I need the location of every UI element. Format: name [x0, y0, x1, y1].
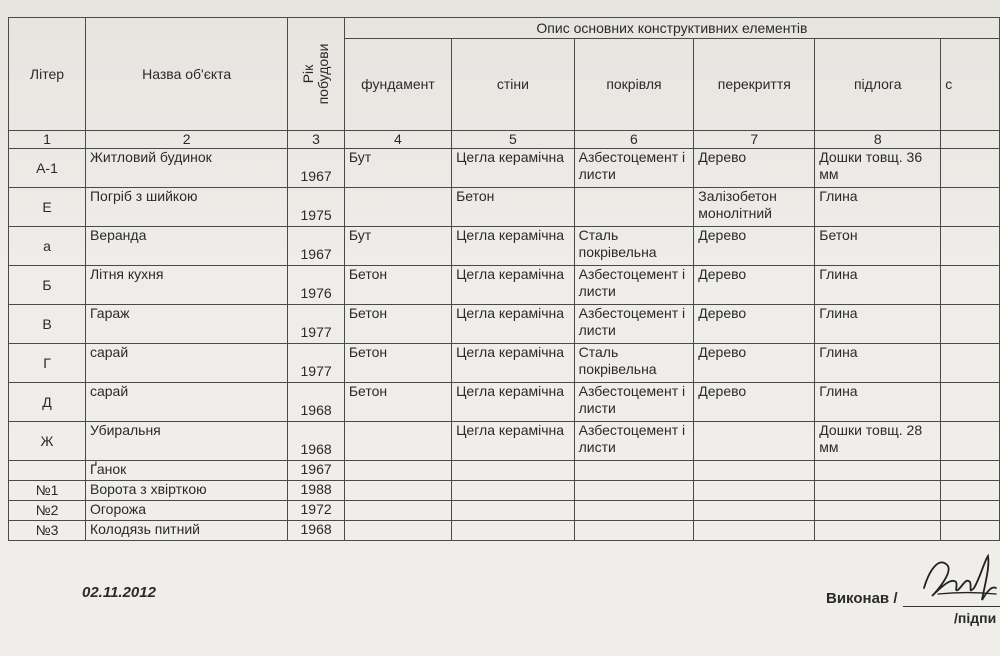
cell-extra [941, 188, 1000, 227]
cell-walls: Цегла керамічна [452, 344, 575, 383]
column-number: 1 [9, 131, 86, 149]
cell-foundation [344, 422, 451, 461]
cell-roof [574, 188, 694, 227]
cell-ceiling [694, 422, 815, 461]
cell-extra [941, 266, 1000, 305]
table-row [9, 149, 1000, 188]
cell-floor: Глина [815, 344, 941, 383]
cell-name: Убиральня [85, 422, 287, 461]
cell-extra [941, 521, 1000, 541]
cell-foundation [344, 501, 451, 521]
cell-name: сарай [85, 383, 287, 422]
table-row [9, 521, 1000, 541]
cell-roof: Азбестоцемент і листи [574, 422, 694, 461]
cell-year: 1977 [288, 305, 345, 344]
document-date: 02.11.2012 [82, 584, 156, 601]
cell-name: Житловий будинок [85, 149, 287, 188]
header-walls: стіни [452, 39, 575, 131]
table-row [9, 461, 1000, 481]
construction-elements-table [8, 17, 1000, 541]
cell-walls [452, 461, 575, 481]
handwritten-signature [918, 548, 998, 610]
cell-walls: Цегла керамічна [452, 383, 575, 422]
cell-extra [941, 305, 1000, 344]
cell-floor: Бетон [815, 227, 941, 266]
cell-name: Гараж [85, 305, 287, 344]
cell-floor: Глина [815, 188, 941, 227]
cell-extra [941, 383, 1000, 422]
cell-ceiling [694, 501, 815, 521]
cell-walls [452, 521, 575, 541]
cell-roof: Азбестоцемент і листи [574, 149, 694, 188]
cell-foundation: Бетон [344, 305, 451, 344]
table-row [9, 305, 1000, 344]
cell-foundation: Бетон [344, 344, 451, 383]
cell-foundation: Бетон [344, 266, 451, 305]
cell-year: 1988 [288, 481, 345, 501]
cell-foundation [344, 481, 451, 501]
cell-ceiling: Дерево [694, 149, 815, 188]
column-number: 5 [452, 131, 575, 149]
header-foundation: фундамент [344, 39, 451, 131]
cell-walls: Цегла керамічна [452, 422, 575, 461]
cell-roof [574, 481, 694, 501]
cell-year: 1968 [288, 383, 345, 422]
column-number: 8 [815, 131, 941, 149]
cell-floor [815, 481, 941, 501]
column-number: 2 [85, 131, 287, 149]
cell-foundation [344, 461, 451, 481]
column-number-extra [941, 131, 1000, 149]
cell-extra [941, 481, 1000, 501]
cell-name: Колодязь питний [85, 521, 287, 541]
signature-caption: /підпи [954, 610, 997, 626]
cell-extra [941, 422, 1000, 461]
cell-year: 1977 [288, 344, 345, 383]
cell-name: Ворота з хвірткою [85, 481, 287, 501]
column-number: 7 [694, 131, 815, 149]
cell-year: 1967 [288, 149, 345, 188]
header-extra: с [941, 39, 1000, 131]
cell-walls: Цегла керамічна [452, 227, 575, 266]
cell-foundation: Бут [344, 227, 451, 266]
cell-walls: Бетон [452, 188, 575, 227]
table-row [9, 481, 1000, 501]
table-row [9, 344, 1000, 383]
cell-roof [574, 461, 694, 481]
cell-foundation [344, 521, 451, 541]
cell-floor: Дошки товщ. 28 мм [815, 422, 941, 461]
column-number: 6 [574, 131, 694, 149]
header-elements-title: Опис основних конструктивних елементів [344, 18, 999, 39]
header-roof: покрівля [574, 39, 694, 131]
table-row [9, 227, 1000, 266]
cell-ceiling: Дерево [694, 383, 815, 422]
cell-foundation [344, 188, 451, 227]
cell-liter: Е [9, 188, 86, 227]
cell-roof [574, 501, 694, 521]
header-ceiling: перекриття [694, 39, 815, 131]
cell-liter: Ж [9, 422, 86, 461]
cell-liter: В [9, 305, 86, 344]
cell-ceiling: Дерево [694, 227, 815, 266]
cell-ceiling [694, 521, 815, 541]
cell-year: 1968 [288, 521, 345, 541]
cell-walls [452, 481, 575, 501]
cell-name: Веранда [85, 227, 287, 266]
cell-liter: №1 [9, 481, 86, 501]
cell-liter [9, 461, 86, 481]
cell-ceiling: Дерево [694, 305, 815, 344]
cell-roof: Азбестоцемент і листи [574, 383, 694, 422]
cell-year: 1972 [288, 501, 345, 521]
cell-floor: Глина [815, 266, 941, 305]
cell-floor: Дошки товщ. 36 мм [815, 149, 941, 188]
cell-floor: Глина [815, 305, 941, 344]
cell-walls: Цегла керамічна [452, 149, 575, 188]
cell-floor [815, 461, 941, 481]
table-row [9, 501, 1000, 521]
cell-name: сарай [85, 344, 287, 383]
cell-roof: Азбестоцемент і листи [574, 305, 694, 344]
cell-name: Літня кухня [85, 266, 287, 305]
column-number: 3 [288, 131, 345, 149]
table-row [9, 266, 1000, 305]
cell-name: Погріб з шийкою [85, 188, 287, 227]
cell-extra [941, 149, 1000, 188]
cell-year: 1975 [288, 188, 345, 227]
cell-name: Огорожа [85, 501, 287, 521]
cell-roof [574, 521, 694, 541]
cell-floor: Глина [815, 383, 941, 422]
cell-walls: Цегла керамічна [452, 305, 575, 344]
cell-name: Ґанок [85, 461, 287, 481]
cell-floor [815, 501, 941, 521]
cell-year: 1976 [288, 266, 345, 305]
cell-ceiling: Дерево [694, 266, 815, 305]
cell-foundation: Бетон [344, 383, 451, 422]
cell-walls: Цегла керамічна [452, 266, 575, 305]
cell-extra [941, 344, 1000, 383]
column-numbers-row [9, 131, 1000, 149]
cell-liter: №3 [9, 521, 86, 541]
cell-roof: Сталь покрівельна [574, 344, 694, 383]
cell-ceiling: Дерево [694, 344, 815, 383]
cell-ceiling [694, 481, 815, 501]
cell-liter: №2 [9, 501, 86, 521]
cell-walls [452, 501, 575, 521]
cell-extra [941, 461, 1000, 481]
cell-extra [941, 501, 1000, 521]
table-row [9, 422, 1000, 461]
cell-year: 1967 [288, 227, 345, 266]
column-number: 4 [344, 131, 451, 149]
header-year [288, 18, 345, 131]
cell-liter: Д [9, 383, 86, 422]
cell-liter: А-1 [9, 149, 86, 188]
cell-roof: Азбестоцемент і листи [574, 266, 694, 305]
header-year-text: Рік побудови [300, 43, 332, 105]
cell-ceiling: Залізобетон монолітний [694, 188, 815, 227]
cell-roof: Сталь покрівельна [574, 227, 694, 266]
cell-year: 1968 [288, 422, 345, 461]
cell-year: 1967 [288, 461, 345, 481]
cell-liter: Б [9, 266, 86, 305]
performed-by-label: Виконав / [826, 590, 898, 607]
cell-liter: Г [9, 344, 86, 383]
header-floor: підлога [815, 39, 941, 131]
cell-floor [815, 521, 941, 541]
table-row [9, 188, 1000, 227]
header-liter: Літер [9, 18, 86, 131]
table-row [9, 383, 1000, 422]
cell-extra [941, 227, 1000, 266]
cell-ceiling [694, 461, 815, 481]
cell-foundation: Бут [344, 149, 451, 188]
cell-liter: а [9, 227, 86, 266]
header-name: Назва об'єкта [85, 18, 287, 131]
